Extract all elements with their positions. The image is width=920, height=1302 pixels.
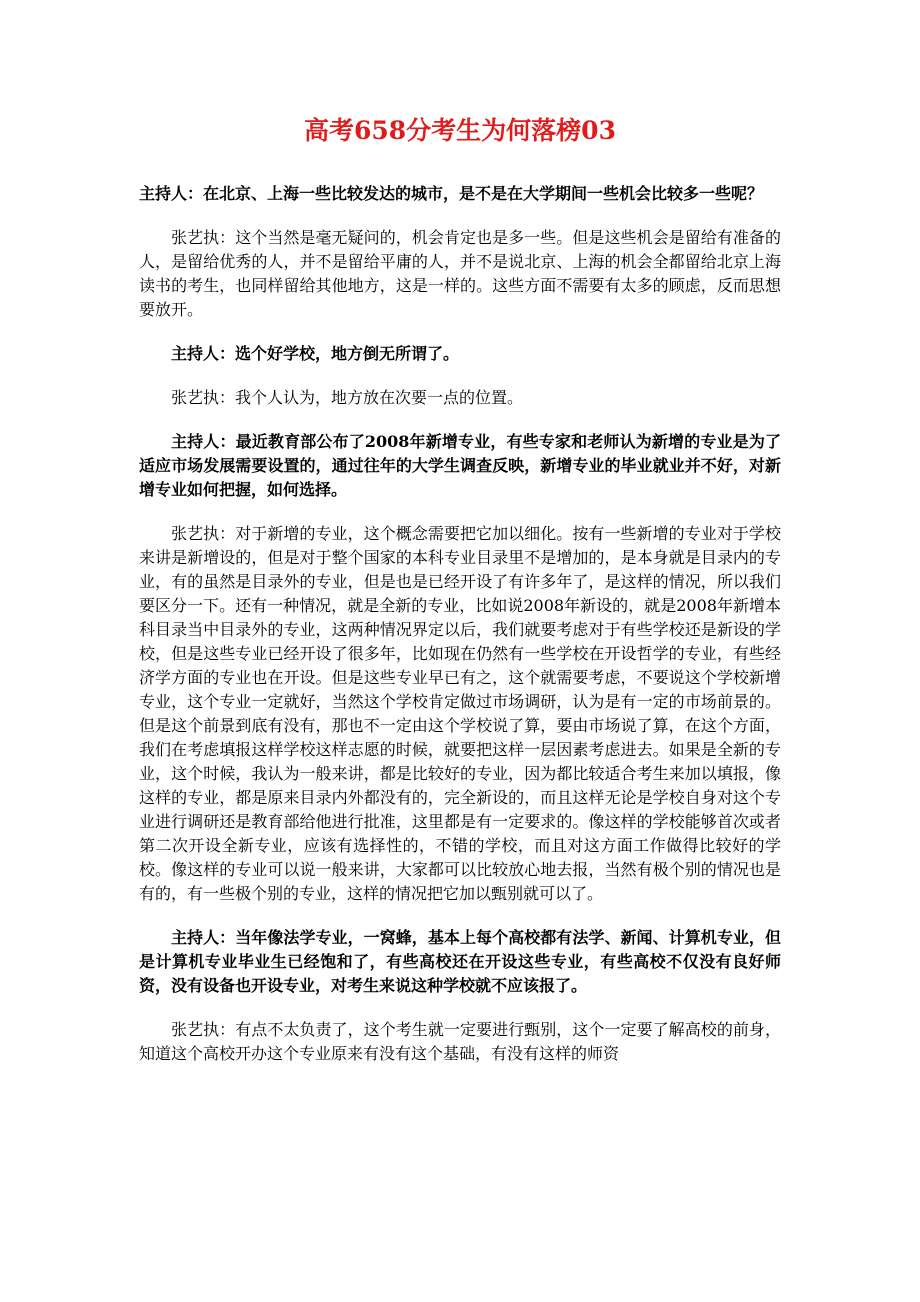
answer-paragraph: 张艺执：我个人认为，地方放在次要一点的位置。 [171, 387, 524, 407]
answer-paragraph: 张艺执：对于新增的专业，这个概念需要把它加以细化。按有一些新增的专业对于学校来讲是新增设的，但是对于整个国家的本科专业目录里不是增加的，是本身就是目录内的专业，有的虽然是目录外的专业，但是也是已经开设了有许多年了，是这样的情况，所以我们要区分一下。还有一种情况，就是全新的专业，比如说2008年新设的，就是2008年新增本科目录当中目录外的专业，这两种情况界定以后，我们就要考虑对于有些学校还是新设的学校，但是这些专业已经开设了很多年，比如现在仍然有一些学校在开设哲学的专业，有些经济学方面的专业也在开设。但是这些专业早已有之，这个就需要考虑，不要说这个学校新增专业，这个专业一定就好，当然这个学校肯定做过市场调研，认为是有一定的市场前景的。但是这个前景到底有没有，那也不一定由这个学校说了算，要由市场说了算，在这个方面，我们在考虑填报这样学校这样志愿的时候，就要把这样一层因素考虑进去。如果是全新的专业，这个时候，我认为一般来讲，都是比较好的专业，因为都比较适合考生来加以填报，像这样的专业，都是原来目录内外都没有的，完全新设的，而且这样无论是学校自身对这个专业进行调研还是教育部给他进行批准，这里都是有一定要求的。像这样的学校能够首次或者第二次开设全新专业，应该有选择性的，不错的学校，而且对这方面工作做得比较好的学校。像这样的专业可以说一般来讲，大家都可以比较放心地去报，当然有极个别的情况也是有的，有一些极个别的专业，这样的情况把它加以甄别就可以了。 [139, 523, 781, 903]
document-page [139, 115, 781, 1086]
document-title: 高考658分考生为何落榜03 [304, 116, 616, 145]
answer-paragraph: 张艺执：这个当然是毫无疑问的，机会肯定也是多一些。但是这些机会是留给有准备的人，是留给优秀的人，并不是留给平庸的人，并不是说北京、上海的机会全都留给北京上海读书的考生，也同样留给其他地方，这是一样的。这些方面不需要有太多的顾虑，反而思想要放开。 [139, 227, 781, 319]
host-question-paragraph: 主持人：当年像法学专业，一窝蜂，基本上每个高校都有法学、新闻、计算机专业，但是计算机专业毕业生已经饱和了，有些高校还在开设这些专业，有些高校不仅没有良好师资，没有设备也开设专业，对考生来说这种学校就不应该报了。 [139, 927, 781, 995]
document-body [139, 182, 781, 1066]
host-question-paragraph: 主持人：最近教育部公布了2008年新增专业，有些专家和老师认为新增的专业是为了适应市场发展需要设置的，通过往年的大学生调查反映，新增专业的毕业就业并不好，对新增专业如何把握，如何选择。 [139, 431, 781, 499]
answer-paragraph: 张艺执：有点不太负责了，这个考生就一定要进行甄别，这个一定要了解高校的前身，知道这个高校开办这个专业原来有没有这个基础，有没有这样的师资 [139, 1019, 781, 1063]
host-question-paragraph: 主持人：在北京、上海一些比较发达的城市，是不是在大学期间一些机会比较多一些呢？ [139, 183, 764, 203]
host-question-paragraph: 主持人：选个好学校，地方倒无所谓了。 [171, 343, 460, 363]
